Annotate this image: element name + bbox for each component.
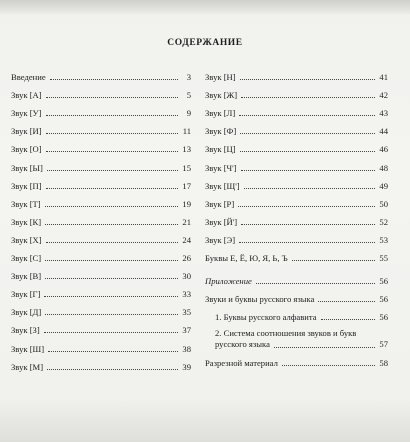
subitem-label: 1. Буквы русского алфавита <box>215 312 317 323</box>
page-number: 3 <box>186 72 191 83</box>
page-number: 26 <box>182 253 191 264</box>
leader-dots <box>50 79 178 80</box>
page-number: 24 <box>182 234 191 245</box>
toc-entry <box>11 227 191 245</box>
entry-label: Звук [Ы] <box>11 162 43 173</box>
toc-entry <box>205 191 388 209</box>
entry-label: Звук [Г] <box>11 289 41 300</box>
leader-dots <box>240 151 375 152</box>
page-number: 13 <box>182 144 191 155</box>
leader-dots <box>274 347 375 348</box>
entry-label: Звук [К] <box>11 216 42 227</box>
leader-dots <box>44 296 178 297</box>
toc-entry <box>11 263 191 281</box>
toc-entry <box>205 100 388 118</box>
entry-label: Звук [Й'] <box>205 216 238 227</box>
toc-entry-appendix <box>205 268 388 286</box>
toc-entry <box>205 173 388 191</box>
appendix-heading: Приложение <box>205 276 252 287</box>
final-label: Разрезной материал <box>205 358 278 369</box>
leader-dots <box>46 188 178 189</box>
leader-dots <box>238 206 375 207</box>
leader-dots <box>239 242 375 243</box>
page-number: 44 <box>379 126 388 137</box>
top-edge <box>0 0 410 14</box>
page-number: 17 <box>182 180 191 191</box>
toc-entry-final <box>205 350 388 368</box>
page-number: 46 <box>379 144 388 155</box>
toc-right-column <box>205 64 388 368</box>
toc-entry <box>11 209 191 227</box>
page-number: 57 <box>379 339 388 350</box>
contents-title: СОДЕРЖАНИЕ <box>167 38 243 48</box>
toc-entry <box>205 136 388 154</box>
page-number: 19 <box>182 198 191 209</box>
subitem-label-line2: русского языка <box>215 339 270 350</box>
toc-entry <box>11 299 191 317</box>
entry-label: Звук [Ф] <box>205 126 237 137</box>
toc-entry <box>11 64 191 82</box>
toc-entry <box>11 354 191 372</box>
bottom-edge-shadow <box>0 398 410 442</box>
page-number: 39 <box>182 361 191 372</box>
toc-entry <box>205 245 388 263</box>
entry-label: Звук [Р] <box>205 198 235 209</box>
page-number: 50 <box>379 198 388 209</box>
toc-entry-subitem-1 <box>205 304 388 322</box>
entry-label: Звук [А] <box>11 90 42 101</box>
page-number: 55 <box>379 253 388 264</box>
toc-entry <box>11 317 191 335</box>
page-number: 52 <box>379 216 388 227</box>
leader-dots <box>48 351 178 352</box>
page-number: 38 <box>182 343 191 354</box>
entry-label: Звук [Ч'] <box>205 162 237 173</box>
page-number: 35 <box>182 307 191 318</box>
leader-dots <box>46 115 179 116</box>
toc-entry-section <box>205 286 388 304</box>
entry-label: Звук [Х] <box>11 234 42 245</box>
page-number: 42 <box>379 90 388 101</box>
toc-entry <box>205 82 388 100</box>
entry-label: Звук [И] <box>11 126 42 137</box>
entry-label: Звук [В] <box>11 271 42 282</box>
page-number: 21 <box>182 216 191 227</box>
toc-entry <box>11 173 191 191</box>
page-number: 9 <box>186 108 191 119</box>
toc-entry <box>205 64 388 82</box>
leader-dots <box>244 188 375 189</box>
leader-dots <box>47 170 178 171</box>
toc-entry <box>11 100 191 118</box>
leader-dots <box>318 301 375 302</box>
toc-entry <box>11 245 191 263</box>
page-number: 43 <box>379 108 388 119</box>
toc-entry <box>205 209 388 227</box>
leader-dots <box>282 365 375 366</box>
page-number: 37 <box>182 325 191 336</box>
entry-label: Звук [Д] <box>11 307 42 318</box>
leader-dots <box>47 369 178 370</box>
toc-entry <box>11 82 191 100</box>
page-number: 33 <box>182 289 191 300</box>
toc-entry <box>205 227 388 245</box>
toc-entry <box>11 118 191 136</box>
leader-dots <box>256 283 375 284</box>
leader-dots <box>46 133 178 134</box>
leader-dots <box>241 170 375 171</box>
page-number: 56 <box>379 294 388 305</box>
leader-dots <box>292 260 375 261</box>
entry-label: Звук [Щ'] <box>205 180 240 191</box>
page-number: 5 <box>186 90 191 101</box>
leader-dots <box>45 278 178 279</box>
leader-dots <box>321 319 375 320</box>
toc-entry <box>11 136 191 154</box>
leader-dots <box>241 97 375 98</box>
toc-entry <box>11 281 191 299</box>
subitem-label-line1: 2. Система соотношения звуков и букв <box>215 328 357 339</box>
entry-label: Введение <box>11 72 46 83</box>
leader-dots <box>44 332 178 333</box>
entry-label: Звук [Н] <box>205 72 236 83</box>
leader-dots <box>45 314 178 315</box>
leader-dots <box>46 242 178 243</box>
entry-label: Звук [У] <box>11 108 42 119</box>
entry-label: Звук [Т] <box>11 198 41 209</box>
leader-dots <box>240 133 375 134</box>
leader-dots <box>241 224 375 225</box>
page-number: 41 <box>379 72 388 83</box>
entry-label: Звук [Ш] <box>11 343 45 354</box>
leader-dots <box>46 151 178 152</box>
toc-entry <box>11 154 191 172</box>
page-number: 11 <box>182 126 191 137</box>
entry-label: Буквы Е, Ё, Ю, Я, Ь, Ъ <box>205 253 288 264</box>
entry-label: Звук [П] <box>11 180 42 191</box>
entry-label: Звук [О] <box>11 144 42 155</box>
toc-entry <box>11 191 191 209</box>
leader-dots <box>45 260 178 261</box>
toc-entry <box>205 154 388 172</box>
page-number: 53 <box>379 234 388 245</box>
page-number: 48 <box>379 162 388 173</box>
entry-label: Звук [Э] <box>205 234 236 245</box>
leader-dots <box>239 115 375 116</box>
leader-dots <box>45 224 178 225</box>
page-number: 58 <box>379 358 388 369</box>
entry-label: Звук [Л] <box>205 108 236 119</box>
entry-label: Звук [М] <box>11 361 44 372</box>
toc-entry-subitem-2 <box>205 322 388 350</box>
entry-label: Звук [З] <box>11 325 40 336</box>
page-number: 56 <box>379 276 388 287</box>
page-number: 56 <box>379 312 388 323</box>
page-number: 49 <box>379 180 388 191</box>
page-number: 15 <box>182 162 191 173</box>
toc-left-column <box>11 64 191 372</box>
toc-right-entries <box>205 64 388 263</box>
toc-entry <box>11 335 191 353</box>
leader-dots <box>240 79 375 80</box>
toc-entry <box>205 118 388 136</box>
page-number: 30 <box>182 271 191 282</box>
entry-label: Звук [С] <box>11 253 42 264</box>
leader-dots <box>46 97 178 98</box>
entry-label: Звук [Ц] <box>205 144 236 155</box>
section-label: Звуки и буквы русского языка <box>205 294 315 305</box>
entry-label: Звук [Ж] <box>205 90 238 101</box>
leader-dots <box>45 206 178 207</box>
